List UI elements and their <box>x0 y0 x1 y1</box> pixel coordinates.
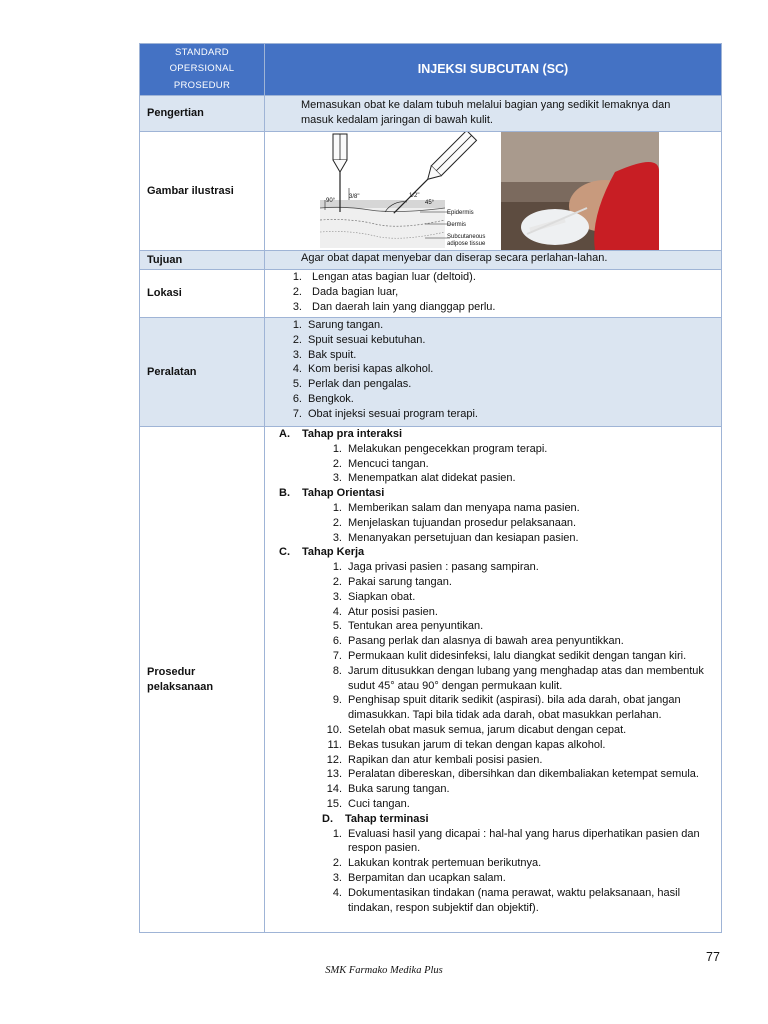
list-item: 15. Cuci tangan. <box>326 797 410 810</box>
list-item: 4. Kom berisi kapas alkohol. <box>292 363 434 376</box>
list-item: 1. Sarung tangan. <box>292 319 384 331</box>
list-item: 14. Buka sarung tangan. <box>326 783 450 796</box>
list-item: 10. Setelah obat masuk semua, jarum dicabut dengan cepat. <box>326 723 627 736</box>
section-list <box>265 827 715 916</box>
list-item: 1. Evaluasi hasil yang dicapai : hal-hal yang harus diperhatikan pasien dan respon pasien. <box>332 827 700 855</box>
row-lokasi <box>140 270 722 318</box>
label-prosedur: Prosedur pelaksanaan <box>140 427 265 933</box>
label-gambar: Gambar ilustrasi <box>140 132 265 251</box>
list-item: 7. Permukaan kulit didesinfeksi, lalu diangkat sedikit dengan tangan kiri. <box>332 649 687 662</box>
list-item: 2. Spuit sesuai kebutuhan. <box>292 333 426 346</box>
row-gambar <box>140 132 722 251</box>
header-left-line: PROSEDUR <box>173 79 231 91</box>
list-item: 3. Siapkan obat. <box>332 590 416 603</box>
footer-text: SMK Farmako Medika Plus <box>325 965 443 976</box>
section-list <box>265 442 715 486</box>
label-adipose: adipose tissue <box>447 241 486 247</box>
label-subcutaneous: Subcutaneous <box>447 234 486 240</box>
list-item: 5. Tentukan area penyuntikan. <box>332 620 484 633</box>
list-item: 3. Menempatkan alat didekat pasien. <box>332 472 516 485</box>
list-item: 3. Bak spuit. <box>292 348 357 361</box>
label-38: 3/8" <box>349 194 360 200</box>
list-item: 2. Pakai sarung tangan. <box>332 575 452 588</box>
list-item: 1. Jaga privasi pasien : pasang sampiran. <box>332 561 539 574</box>
injection-photo <box>501 132 659 250</box>
section-heading: C. Tahap Kerja <box>279 546 365 559</box>
section-heading: D. Tahap terminasi <box>322 812 429 825</box>
label-pengertian: Pengertian <box>140 96 265 132</box>
section-list <box>265 560 715 812</box>
injection-illustration <box>265 132 723 250</box>
label-45: 45° <box>425 200 435 206</box>
list-item: 6. Pasang perlak dan alasnya di bawah area penyuntikkan. <box>332 635 624 648</box>
section-heading: B. Tahap Orientasi <box>279 487 385 500</box>
list-item: 2. Lakukan kontrak pertemuan berikutnya. <box>332 857 542 870</box>
sop-table <box>139 43 722 933</box>
lokasi-cell <box>265 270 722 318</box>
list-item: 13. Peralatan dibereskan, dibersihkan dan dikembaliakan ketempat semula. <box>326 768 699 781</box>
list-item: 5. Perlak dan pengalas. <box>292 378 412 391</box>
section-heading: A. Tahap pra interaksi <box>279 428 403 440</box>
label-90: 90° <box>326 198 336 204</box>
header-left <box>140 44 265 96</box>
peralatan-list <box>292 318 721 422</box>
row-prosedur <box>140 427 722 933</box>
list-item: 12. Rapikan dan atur kembali posisi pasien. <box>326 753 543 766</box>
header-left-line: STANDARD <box>175 46 229 58</box>
list-item: 8. Jarum ditusukkan dengan lubang yang menghadap atas dan membentuk sudut 45° atau 90° dengan permukaan kulit. <box>332 664 704 692</box>
list-item: 2. Menjelaskan tujuandan prosedur pelaksanaan. <box>332 516 577 529</box>
list-item: 7. Obat injeksi sesuai program terapi. <box>292 407 478 420</box>
list-item: 6. Bengkok. <box>292 392 354 405</box>
row-peralatan <box>140 318 722 427</box>
label-12: 1/2" <box>409 193 420 199</box>
list-item: 2. Dada bagian luar, <box>292 285 399 298</box>
label-peralatan: Peralatan <box>140 318 265 427</box>
page-number: 77 <box>706 950 720 964</box>
list-item: 1. Melakukan pengecekkan program terapi. <box>332 442 548 455</box>
peralatan-cell <box>265 318 722 427</box>
illustration-cell <box>265 132 722 251</box>
sop-title: INJEKSI SUBCUTAN (SC) <box>265 44 722 96</box>
list-item: 11. Bekas tusukan jarum di tekan dengan kapas alkohol. <box>327 738 606 751</box>
header-left-line: OPERSIONAL <box>169 63 235 75</box>
lokasi-list <box>292 270 721 314</box>
list-item: 1. Lengan atas bagian luar (deltoid). <box>292 271 476 283</box>
text-pengertian: Memasukan obat ke dalam tubuh melalui bagian yang sedikit lemaknya dan masuk kedalam jaringan di bawah kulit. <box>265 96 722 132</box>
list-item: 2. Mencuci tangan. <box>332 457 429 470</box>
header-row <box>140 44 722 96</box>
prosedur-cell <box>265 427 722 933</box>
injection-diagram <box>320 132 477 248</box>
list-item: 4. Dokumentasikan tindakan (nama perawat, waktu pelaksanaan, hasil tindakan, respon subjektif dan objektif). <box>332 886 681 914</box>
list-item: 9. Penghisap spuit ditarik sedikit (aspirasi). bila ada darah, obat jangan dimasukkan. Tapi bila tidak ada darah, obat masukkan perlahan. <box>332 694 681 722</box>
label-lokasi: Lokasi <box>140 270 265 318</box>
text-tujuan: Agar obat dapat menyebar dan diserap secara perlahan-lahan. <box>265 251 722 270</box>
prosedur-content <box>265 427 715 915</box>
list-item: 4. Atur posisi pasien. <box>332 605 438 618</box>
row-pengertian <box>140 96 722 132</box>
row-tujuan <box>140 251 722 270</box>
list-item: 3. Menanyakan persetujuan dan kesiapan pasien. <box>332 531 579 544</box>
section-list <box>265 501 715 545</box>
list-item: 3. Dan daerah lain yang dianggap perlu. <box>292 300 496 313</box>
label-tujuan: Tujuan <box>140 251 265 270</box>
list-item: 3. Berpamitan dan ucapkan salam. <box>332 871 506 884</box>
label-dermis: Dermis <box>447 222 466 228</box>
list-item: 1. Memberikan salam dan menyapa nama pasien. <box>332 501 580 514</box>
label-epidermis: Epidermis <box>447 210 474 216</box>
